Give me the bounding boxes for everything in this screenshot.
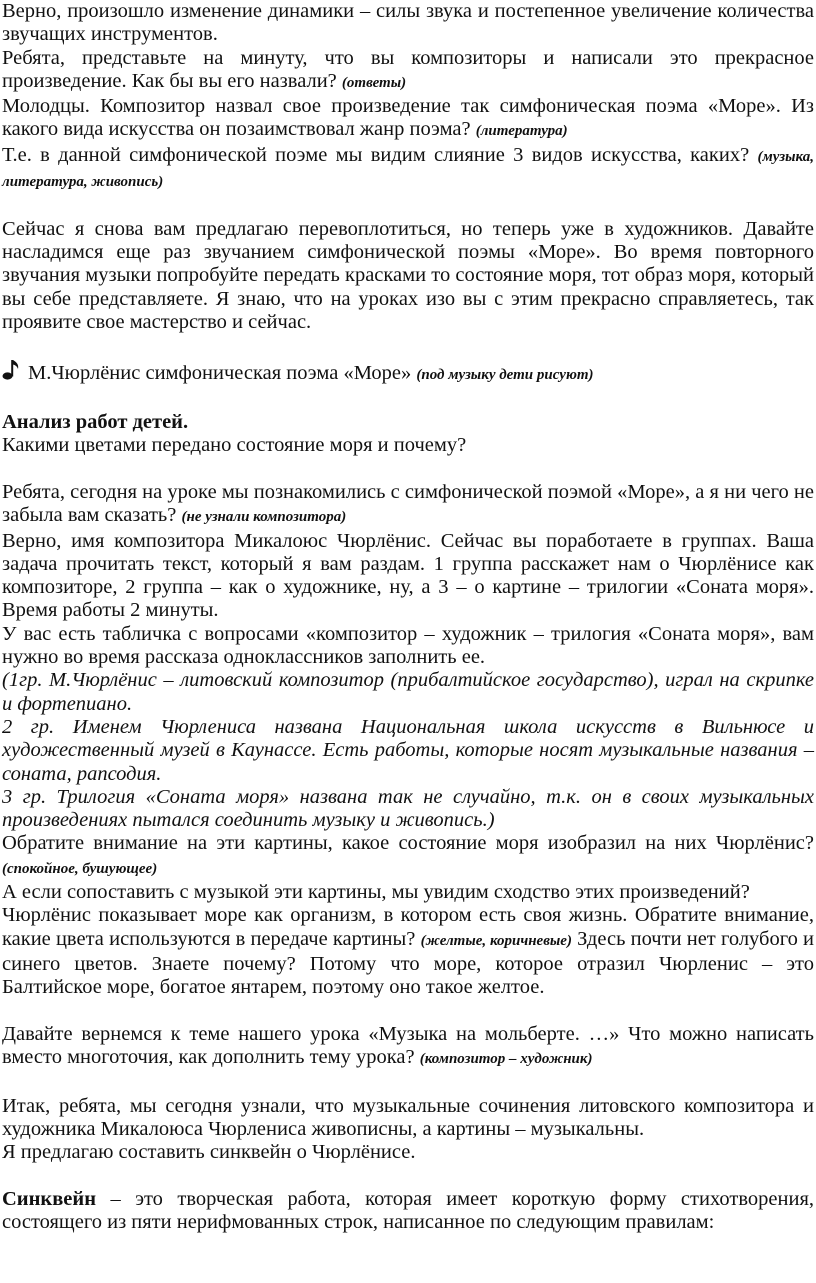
paragraph-composers: Ребята, представьте на минуту, что вы композиторы и написали это прекрасное произведение. Как бы вы его назвали? (ответы)	[2, 46, 814, 92]
answer-note: (музыка, литература, живопись)	[2, 148, 814, 191]
spacer	[2, 1165, 814, 1188]
answer-note: (композитор – художник)	[419, 1051, 593, 1068]
sinkwein-term: Синквейн	[2, 1187, 97, 1210]
answer-note: (желтые, коричневые)	[420, 932, 572, 949]
paragraph-groups: Верно, имя композитора Микалоюс Чюрлёнис. Сейчас вы поработаете в группах. Ваша задача прочитать текст, который я вам раздам. 1 группа расскажет нам о Чюрлёнисе как композиторе, 2 группа – как о художнике, ну, а 3 – о картине – трилогии «Соната моря». Время работы 2 минуты.	[2, 529, 814, 622]
spacer	[2, 388, 814, 411]
paragraph-dynamics: Верно, произошло изменение динамики – силы звука и постепенное увеличение количества звучащих инструментов.	[2, 0, 814, 46]
music-title: М.Чюрлёнис симфоническая поэма «Море»	[28, 362, 412, 385]
group-1-text: (1гр. М.Чюрлёнис – литовский композитор (прибалтийское государство), играл на скрипке и фортепиано.	[2, 669, 814, 715]
paragraph-poem-genre: Молодцы. Композитор назвал свое произведение так симфоническая поэма «Море». Из какого вида искусства он позаимствовал жанр поэма? (литература)	[2, 95, 814, 141]
paragraph-sinkwein-definition: Синквейн – это творческая работа, которая имеет короткую форму стихотворения, состоящего из пяти нерифмованных строк, написанное по следующим правилам:	[2, 1187, 815, 1234]
spacer	[2, 334, 814, 357]
music-note-icon	[2, 359, 22, 381]
paragraph-table: У вас есть табличка с вопросами «композитор – художник – трилогия «Соната моря», вам нужно во время рассказа одноклассников заполнить ее.	[2, 622, 814, 669]
answer-note: (не узнали композитора)	[181, 509, 347, 526]
spacer	[2, 458, 814, 481]
group-3-text: 3 гр. Трилогия «Соната моря» названа так не случайно, т.к. он в своих музыкальных произведениях пытался соединить музыку и живопись.)	[2, 785, 814, 832]
paragraph-summary: Итак, ребята, мы сегодня узнали, что музыкальные сочинения литовского композитора и художника Микалоюса Чюрлениса живописны, а картины – музыкальны.	[2, 1094, 814, 1140]
paragraph-three-arts: Т.е. в данной симфонической поэме мы видим слияние 3 видов искусства, каких? (музыка, литература, живопись)	[2, 143, 814, 191]
group-2-text-line1: 2 гр. Именем Чюрлениса названа Национальная школа искусств в Вильнюсе и	[2, 715, 814, 738]
answer-note: (литература)	[475, 123, 568, 140]
paragraph-forgot: Ребята, сегодня на уроке мы познакомились с симфонической поэмой «Море», а я ни чего не забыла вам сказать? (не узнали композитора)	[2, 480, 814, 527]
paragraph-lesson-theme: Давайте вернемся к теме нашего урока «Музыка на мольберте. …» Что можно написать вместо многоточия, как дополнить тему урока? (композитор – художник)	[2, 1022, 814, 1069]
paragraph-compare: А если сопоставить с музыкой эти картины, мы увидим сходство этих произведений?	[2, 880, 750, 903]
answer-note: (ответы)	[341, 74, 407, 91]
group-2-text-line2: художественный музей в Каунассе. Есть работы, которые носят музыкальные названия – соната, рапсодия.	[2, 739, 814, 785]
spacer	[2, 999, 814, 1022]
analysis-heading: Анализ работ детей.	[2, 411, 189, 434]
paragraph-artists: Сейчас я снова вам предлагаю перевоплотиться, но теперь уже в художников. Давайте насладимся еще раз звучанием симфонической поэмы «Море». Во время повторного звучания музыки попробуйте передать красками то состояние моря, тот образ моря, который вы себе представляете. Я знаю, что на уроках изо вы с этим прекрасно справляетесь, так проявите свое мастерство и сейчас.	[2, 217, 814, 333]
paragraph-colors: Чюрлёнис показывает море как организм, в котором есть своя жизнь. Обратите внимание, какие цвета используются в передаче картины? (желтые, коричневые) Здесь почти нет голубого и синего цветов. Знаете почему? Потому что море, которое отразил Чюрленис – это Балтийское море, богатое янтарем, поэтому оно такое желтое.	[2, 904, 815, 999]
analysis-question: Какими цветами передано состояние моря и почему?	[2, 434, 467, 457]
spacer	[2, 194, 814, 217]
spacer	[2, 1071, 814, 1094]
answer-note: (спокойное, бушующее)	[2, 860, 158, 877]
paragraph-paintings: Обратите внимание на эти картины, какое состояние моря изобразил на них Чюрлёнис? (спокойное, бушующее)	[2, 832, 814, 877]
music-listening-line	[2, 357, 814, 387]
paragraph-sinkwein-offer: Я предлагаю составить синквейн о Чюрлёнисе.	[2, 1141, 416, 1164]
music-note: (под музыку дети рисуют)	[416, 367, 594, 384]
